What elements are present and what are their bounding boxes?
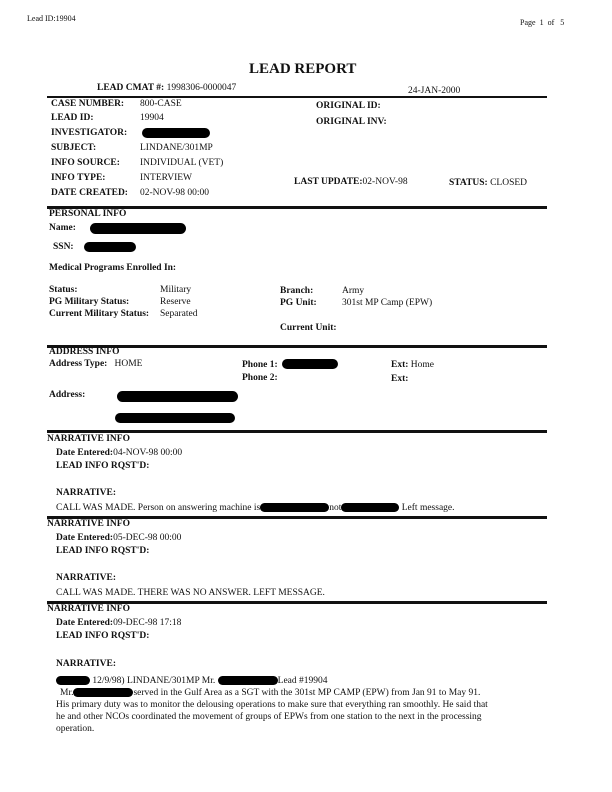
narrative-label: NARRATIVE: [56, 488, 116, 498]
date-entered-value: 04-NOV-98 00:00 [113, 448, 183, 458]
date-entered-label: Date Entered: [56, 448, 114, 458]
case-number-label: CASE NUMBER: [51, 99, 125, 109]
narrative-date [56, 448, 182, 458]
narrative-text-part: CALL WAS MADE. Person on answering machine is [56, 503, 261, 513]
cmat-line [97, 83, 236, 93]
redacted-phone1 [282, 359, 338, 369]
last-update-label: LAST UPDATE: [294, 177, 363, 187]
address-type-label: Address Type: [49, 359, 108, 369]
redacted-text [341, 503, 399, 512]
redacted-ssn [84, 242, 136, 252]
lead-id-label: LEAD ID: [51, 113, 94, 123]
subject-value: LINDANE/301MP [140, 143, 213, 153]
medical-programs-label: Medical Programs Enrolled In: [49, 263, 177, 273]
narrative-label: NARRATIVE: [56, 573, 116, 583]
lead-info-rqstd-label: LEAD INFO RQST'D: [56, 631, 150, 641]
redacted-address-line1 [117, 391, 238, 402]
ext2-label: Ext: [391, 374, 409, 384]
date-created-value: 02-NOV-98 00:00 [140, 188, 210, 198]
current-military-status-label: Current Military Status: [49, 309, 150, 319]
phone2-label: Phone 2: [242, 373, 278, 383]
narrative-label: NARRATIVE: [56, 659, 116, 669]
date-entered-label: Date Entered: [56, 533, 114, 543]
date-entered-value: 09-DEC-98 17:18 [113, 618, 182, 628]
redacted-name [90, 223, 186, 234]
report-title: LEAD REPORT [249, 61, 357, 77]
last-update-value: 02-NOV-98 [362, 177, 408, 187]
page-number: 1 [539, 18, 544, 27]
current-unit-label: Current Unit: [280, 323, 337, 333]
name-label: Name: [49, 223, 76, 233]
page-indicator [520, 18, 564, 27]
narrative-text-part: Lead #19904 [277, 676, 328, 686]
narrative-line-1 [56, 676, 328, 686]
divider [47, 96, 547, 98]
narrative-heading: NARRATIVE INFO [47, 434, 130, 444]
lead-id-value: 19904 [140, 113, 164, 123]
cmat-label: LEAD CMAT #: [97, 83, 165, 93]
ext1-label: Ext: [391, 360, 409, 370]
address-info-heading: ADDRESS INFO [49, 347, 120, 357]
pg-military-status-label: PG Military Status: [49, 297, 130, 307]
narrative-line-4: he and other NCOs coordinated the movement of groups of EPWs from one station to the next in the processing [56, 712, 482, 722]
pg-military-status-value: Reserve [160, 297, 191, 307]
narrative-heading: NARRATIVE INFO [47, 604, 130, 614]
redacted-address-line2 [115, 413, 235, 423]
narrative-text-part: not [329, 503, 342, 513]
redacted-text [260, 503, 329, 512]
original-id-label: ORIGINAL ID: [316, 101, 381, 111]
page-total: 5 [560, 18, 565, 27]
info-type-label: INFO TYPE: [51, 173, 106, 183]
page-lead-id: Lead ID:19904 [27, 14, 76, 23]
redacted-text [218, 676, 278, 685]
cmat-value: 1998306-0000047 [166, 83, 237, 93]
status-value: CLOSED [490, 178, 528, 188]
current-military-status-value: Separated [160, 309, 198, 319]
status-mil-label: Status: [49, 285, 78, 295]
branch-label: Branch: [280, 286, 314, 296]
info-type-value: INTERVIEW [140, 173, 192, 183]
date-entered-label: Date Entered: [56, 618, 114, 628]
narrative-text-part: Mr. [60, 688, 74, 698]
lead-info-rqstd-label: LEAD INFO RQST'D: [56, 546, 150, 556]
redacted-investigator [142, 128, 210, 138]
narrative-line-3: His primary duty was to monitor the delousing operations to make sure that everything ran smoothly. He said that [56, 700, 488, 710]
divider [47, 345, 547, 348]
branch-value: Army [342, 286, 365, 296]
pg-unit-value: 301st MP Camp (EPW) [342, 298, 433, 308]
address-type [49, 359, 142, 369]
date-entered-value: 05-DEC-98 00:00 [113, 533, 182, 543]
last-update [294, 177, 408, 187]
status [449, 178, 527, 188]
divider [47, 430, 547, 433]
narrative-line-5: operation. [56, 724, 95, 734]
narrative-text: CALL WAS MADE. THERE WAS NO ANSWER. LEFT MESSAGE. [56, 588, 325, 598]
page-label: Page [520, 18, 536, 27]
narrative-text [56, 503, 455, 513]
narrative-date [56, 618, 181, 628]
ssn-label: SSN: [53, 242, 74, 252]
narrative-text-part: 12/9/98) LINDANE/301MP Mr. [92, 676, 216, 686]
ext1 [391, 360, 434, 370]
ext1-value: Home [410, 360, 435, 370]
narrative-text-part: served in the Gulf Area as a SGT with the 301st MP CAMP (EPW) from Jan 91 to May 91. [133, 688, 481, 698]
pg-unit-label: PG Unit: [280, 298, 317, 308]
original-inv-label: ORIGINAL INV: [316, 117, 387, 127]
case-number-value: 800-CASE [140, 99, 182, 109]
subject-label: SUBJECT: [51, 143, 97, 153]
phone1-label: Phone 1: [242, 360, 278, 370]
status-mil-value: Military [160, 285, 192, 295]
page-of: of [547, 18, 555, 27]
date-created-label: DATE CREATED: [51, 188, 128, 198]
narrative-date [56, 533, 181, 543]
address-label: Address: [49, 390, 86, 400]
lead-info-rqstd-label: LEAD INFO RQST'D: [56, 461, 150, 471]
investigator-label: INVESTIGATOR: [51, 128, 128, 138]
redacted-text [56, 676, 90, 685]
personal-info-heading: PERSONAL INFO [49, 209, 127, 219]
info-source-label: INFO SOURCE: [51, 158, 120, 168]
address-type-value: HOME [114, 359, 143, 369]
status-label: STATUS: [449, 178, 488, 188]
redacted-text [73, 688, 133, 697]
info-source-value: INDIVIDUAL (VET) [140, 158, 224, 168]
report-date: 24-JAN-2000 [408, 86, 461, 96]
narrative-line-2 [60, 688, 480, 698]
narrative-heading: NARRATIVE INFO [47, 519, 130, 529]
narrative-text-part: Left message. [401, 503, 455, 513]
